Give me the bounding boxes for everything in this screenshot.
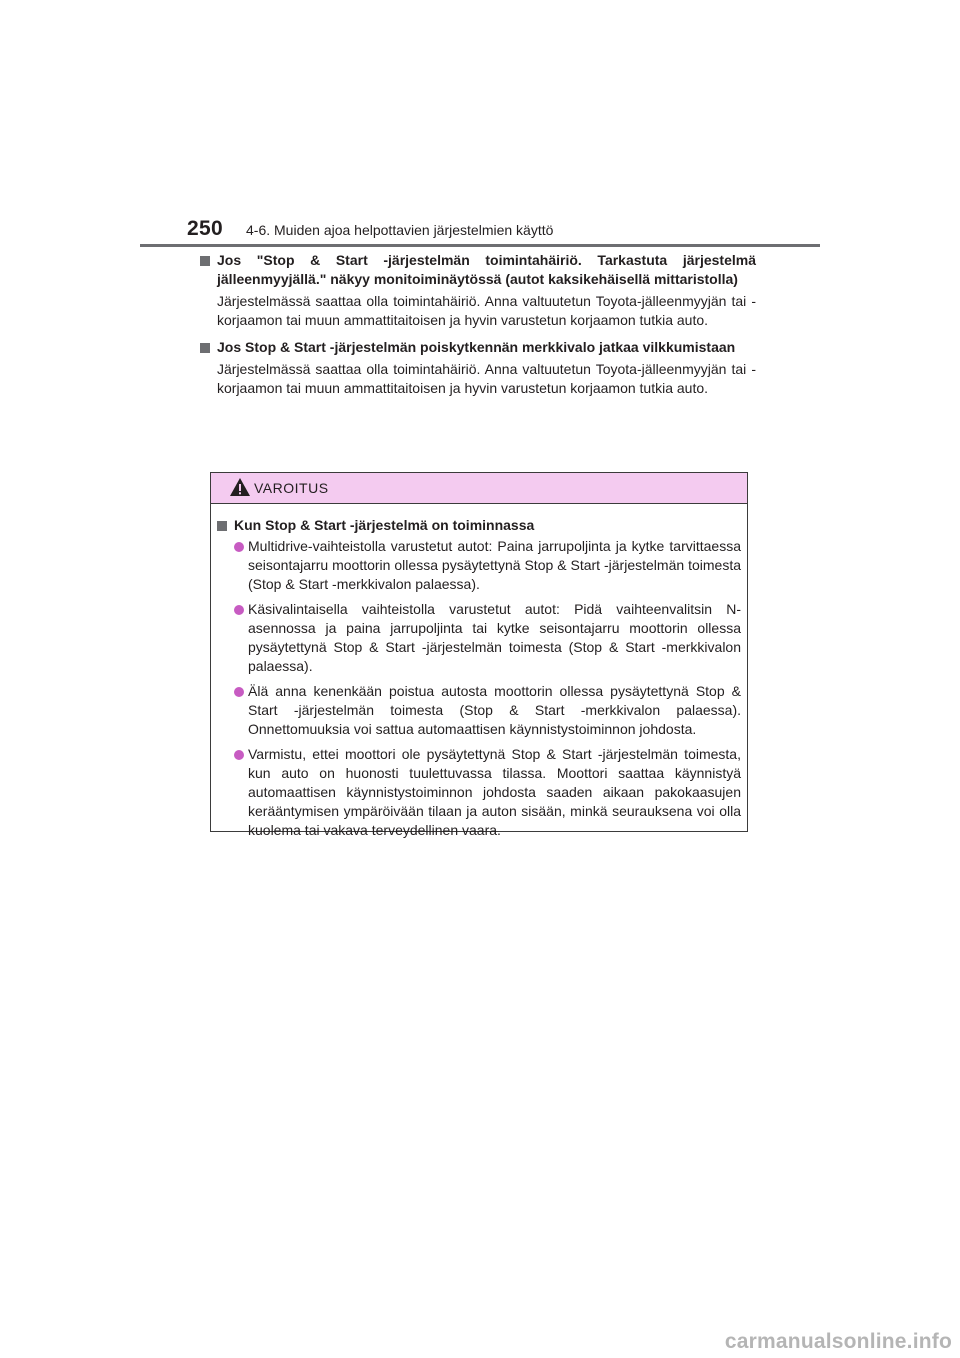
warning-box [210,472,748,838]
square-bullet-icon [200,343,210,353]
warning-item-text: Varmistu, ettei moottori ole pysäytettynä Stop & Start -järjestelmän toimesta, kun auto on huonosti tuulettuvassa tilassa. Moottori saattaa käynnistyä automaattisen käynnistystoiminnon johdosta saaden aikaan pakokaasujen kerääntymisen ympäröivään tilaan ja auton sisään, minkä seurauksena voi olla kuolema tai vakava terveydellinen vaara. [248,746,741,838]
entry-body: Järjestelmässä saattaa olla toimintahäiriö. Anna valtuutetun Toyota-jälleenmyyjän tai -korjaamon tai muun ammattitaitoisen ja hyvin varustetun korjaamon tutkia auto. [217,361,756,396]
warning-item-text: Multidrive-vaihteistolla varustetut autot: Paina jarrupoljinta ja kytke tarvittaessa seisontajarru moottorin ollessa pysäytettynä Stop & Start -järjestelmän toimesta (Stop & Start -merkkivalon palaessa). [248,538,741,592]
warning-item [217,537,741,594]
warning-list [217,537,741,840]
page-number: 250 [187,217,223,240]
watermark-link[interactable]: carmanualsonline.info [724,1330,952,1353]
header-divider [140,244,820,247]
info-entry [200,338,756,398]
entry-heading-text: Jos "Stop & Start -järjestelmän toimintahäiriö. Tarkastuta järjestelmä jälleenmyyjällä." näkyy monitoiminäytössä (autot kaksikehäisellä mittaristolla) [217,252,756,287]
round-bullet-icon [234,605,244,615]
round-bullet-icon [234,687,244,697]
warning-label: VAROITUS [254,480,329,496]
warning-heading-text: Kun Stop & Start -järjestelmä on toiminnassa [234,517,535,533]
main-content [200,251,756,406]
entry-heading [200,338,756,357]
info-entry [200,251,756,330]
warning-body [211,504,747,840]
warning-item-text: Käsivalintaisella vaihteistolla varustetut autot: Pidä vaihteenvalitsin N-asennossa ja paina jarrupoljinta tai kytke seisontajarru moottorin ollessa pysäytettynä Stop & Start -järjestelmän toimesta (Stop & Start -merkkivalon palaessa). [248,601,741,674]
warning-item-text: Älä anna kenenkään poistua autosta moottorin ollessa pysäytettynä Stop & Start -järjestelmän toimesta (Stop & Start -merkkivalon palaessa). Onnettomuuksia voi sattua automaattisen käynnistystoiminnon johdosta. [248,683,741,737]
square-bullet-icon [217,521,227,531]
square-bullet-icon [200,256,210,266]
entry-heading [200,251,756,289]
entry-heading-text: Jos Stop & Start -järjestelmän poiskytkennän merkkivalo jatkaa vilkkumistaan [217,339,736,355]
warning-item [217,682,741,739]
entry-body: Järjestelmässä saattaa olla toimintahäiriö. Anna valtuutetun Toyota-jälleenmyyjän tai -korjaamon tai muun ammattitaitoisen ja hyvin varustetun korjaamon tutkia auto. [217,293,756,328]
page-header [0,0,960,250]
round-bullet-icon [234,542,244,552]
warning-header [211,473,747,504]
warning-item [217,600,741,676]
round-bullet-icon [234,750,244,760]
warning-triangle-icon [229,477,251,497]
warning-item [217,745,741,840]
warning-heading [217,516,741,535]
section-title: 4-6. Muiden ajoa helpottavien järjestelmien käyttö [246,222,554,238]
